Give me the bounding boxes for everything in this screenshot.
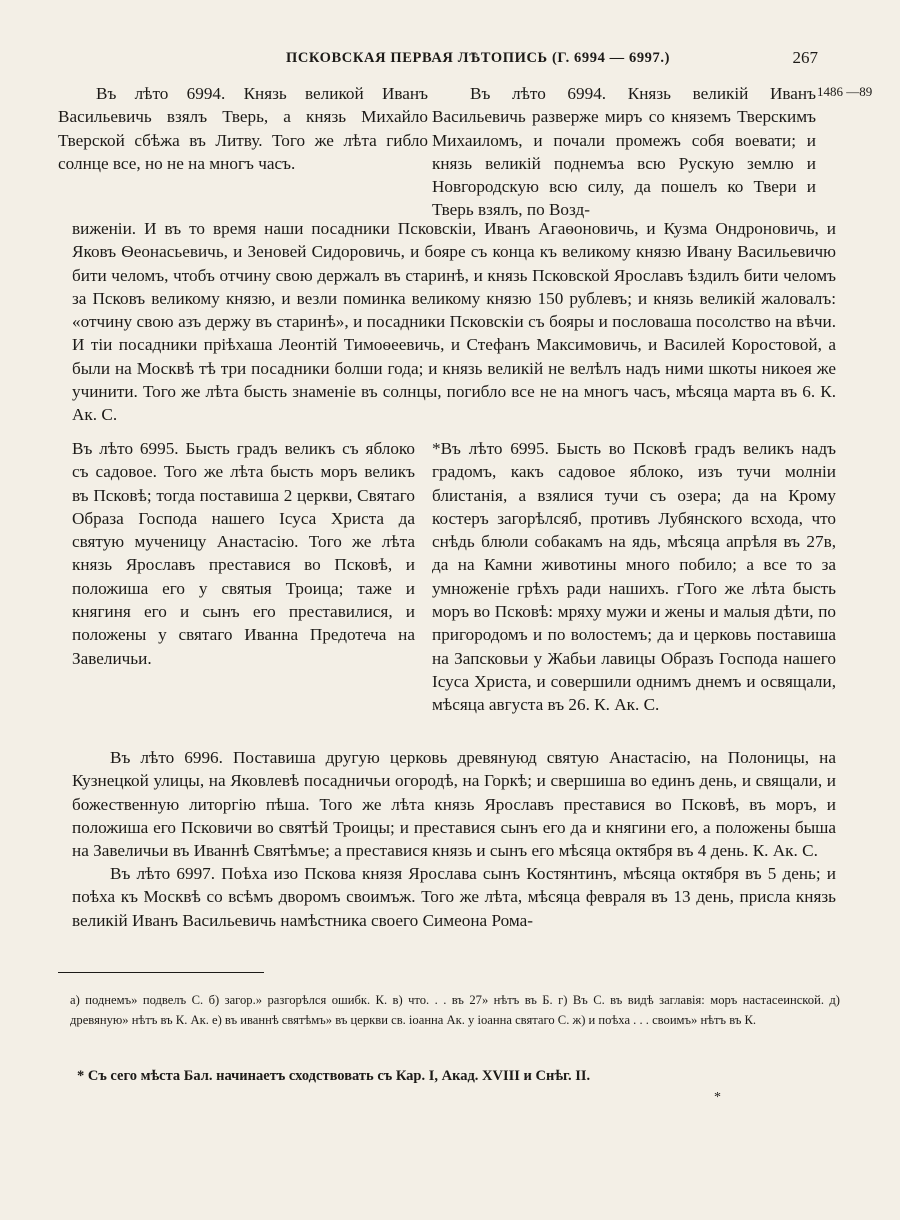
entry-6996: Въ лѣто 6996. Поставиша другую церковь древянуюд святую Анастасію, на Полоницы, на Кузнецкой улицы, на Яковлевѣ посадничьи огородѣ, на Горкѣ; и свершиша во единъ день, и свящали, и божественную литоргію пѣша. Того же лѣта князь Ярославъ преставися во Псковѣ, въ моръ, и положиша его Псковичи во святѣй Троицы; и преставися сынъ его да и княгини его, а положены быша на Завеличьи въ Иваннѣ Святѣмъе; а преставися князь и сынъ его мѣсяца октября въ 4 день. К. Ак. С. xyxy=(72,748,836,861)
margin-year-note: 1486 —89 xyxy=(817,84,873,99)
entry-6995-right: *Въ лѣто 6995. Бысть во Псковѣ градъ великъ надъ градомъ, какъ садовое яблоко, изъ тучи молніи блистанія, а взялися тучи съ озера; да на Крому костеръ загорѣлсяб, противъ Лубянского всхода, что снѣдь блюли собакамъ на ядь, мѣсяца апрѣля въ 27в, да на Камни животины много побило; а все то за умноженіе грѣхъ ради нашихъ. гТого же лѣта бысть моръ во Псковѣ: мряху мужи и жены и малыя дѣти, по пригородомъ и по волостемъ; да и церковь поставиша на Запсковьи у Жабьи лавицы Образъ Господа нашего Ісуса Христа, и совершили однимъ днемъ и освящали, мѣсяца августа въ 26. К. Ак. С. xyxy=(432,439,836,715)
entry-6994-right-continued: виженіи. И въ то время наши посадники Псковскіи, Иванъ Агаѳоновичь, и Кузма Ондроновичь, и Яковъ Ѳеонасьевичь, и Зеновей Сидоровичь, и бояре съ конца къ великому князю Ивану Васильевичю бити челомъ, чтобъ отчину свою держалъ въ старинѣ, и князь Псковской Ярославъ ѣздилъ бити челомъ за Псковъ великому князю, и везли поминка великому князю 150 рублевъ; и князь великій жаловалъ: «отчину свою азъ держу въ старинѣ», и посадники Псковскіи съ бояры и пословаша посолство на вѣчи. И тіи посадники пріѣхаша Леонтій Тимоѳеевичь, и Стефанъ Максимовичь, и Василей Коростовой, а были на Москвѣ тѣ три посадники болши года; и князь великій не велѣлъ надъ ними шкоты никоея же учинити. Того же лѣта бысть знаменіе въ солнцы, погибло все не на многъ часъ, мѣсяца марта въ 6. К. Ак. С. xyxy=(72,219,836,425)
entry-6995-left: Въ лѣто 6995. Бысть градъ великъ съ яблоко съ садовое. Того же лѣта бысть моръ великъ въ Псковѣ; тогда поставиша 2 церкви, Святаго Образа Господа нашего Ісуса Христа да святую мученицу Анастасію. Того же лѣта князь Ярославъ преставися во Псковѣ, и положиша его у святыя Троица; таже и княгиня его и сынъ его преставилися, и положены у святаго Иванна Предотеча на Завеличьи. xyxy=(72,439,415,668)
editorial-note: * Съ сего мѣста Бал. начинаетъ сходствовать съ Кар. I, Акад. XVIII и Снѣг. II. xyxy=(77,1068,591,1084)
footnote-rule xyxy=(58,972,264,973)
running-title: ПСКОВСКАЯ ПЕРВАЯ ЛѢТОПИСЬ (Г. 6994 — 6997.) xyxy=(285,50,671,66)
footnotes: а) поднемъ» подвелъ С. б) загор.» разгорѣлся ошибк. К. в) что. . . въ 27» нѣтъ въ Б. г) Въ С. въ видѣ заглавія: моръ настасеинской. д) древяную» нѣтъ въ К. Ак. е) въ иваннѣ святѣмъ» въ церкви св. іоанна Ак. у іоанна святаго С. ж) и поѣха . . . своимъ» нѣтъ въ К. xyxy=(70,993,840,1027)
entry-6994-right: Въ лѣто 6994. Князь великій Иванъ Васильевичь разверже миръ со княземъ Тверскимъ Михаиломъ, и почали промежъ собя воевати; и князь великій поднемъа всю Рускую землю и Новгородскую всю силу, да пошелъ ко Твери и Тверь взялъ, по Возд- xyxy=(432,84,816,220)
entry-6994-left: Въ лѣто 6994. Князь великой Иванъ Васильевичь взялъ Тверь, а князь Михайло Тверской сбѣжа въ Литву. Того же лѣта гибло солнце все, но не на многъ часъ. xyxy=(58,84,428,173)
page-number: 267 xyxy=(792,48,818,67)
running-head xyxy=(58,50,818,74)
entry-6997: Въ лѣто 6997. Поѣха изо Пскова князя Ярослава сынъ Костянтинъ, мѣсяца октября въ 5 день; и поѣха къ Москвѣ со всѣмъ дворомъ своимъж. Того же лѣта, мѣсяца февраля въ 13 день, присла князь великій Иванъ Васильевичь намѣстника своего Симеона Рома- xyxy=(72,864,836,930)
stray-asterisk: * xyxy=(714,1090,721,1105)
